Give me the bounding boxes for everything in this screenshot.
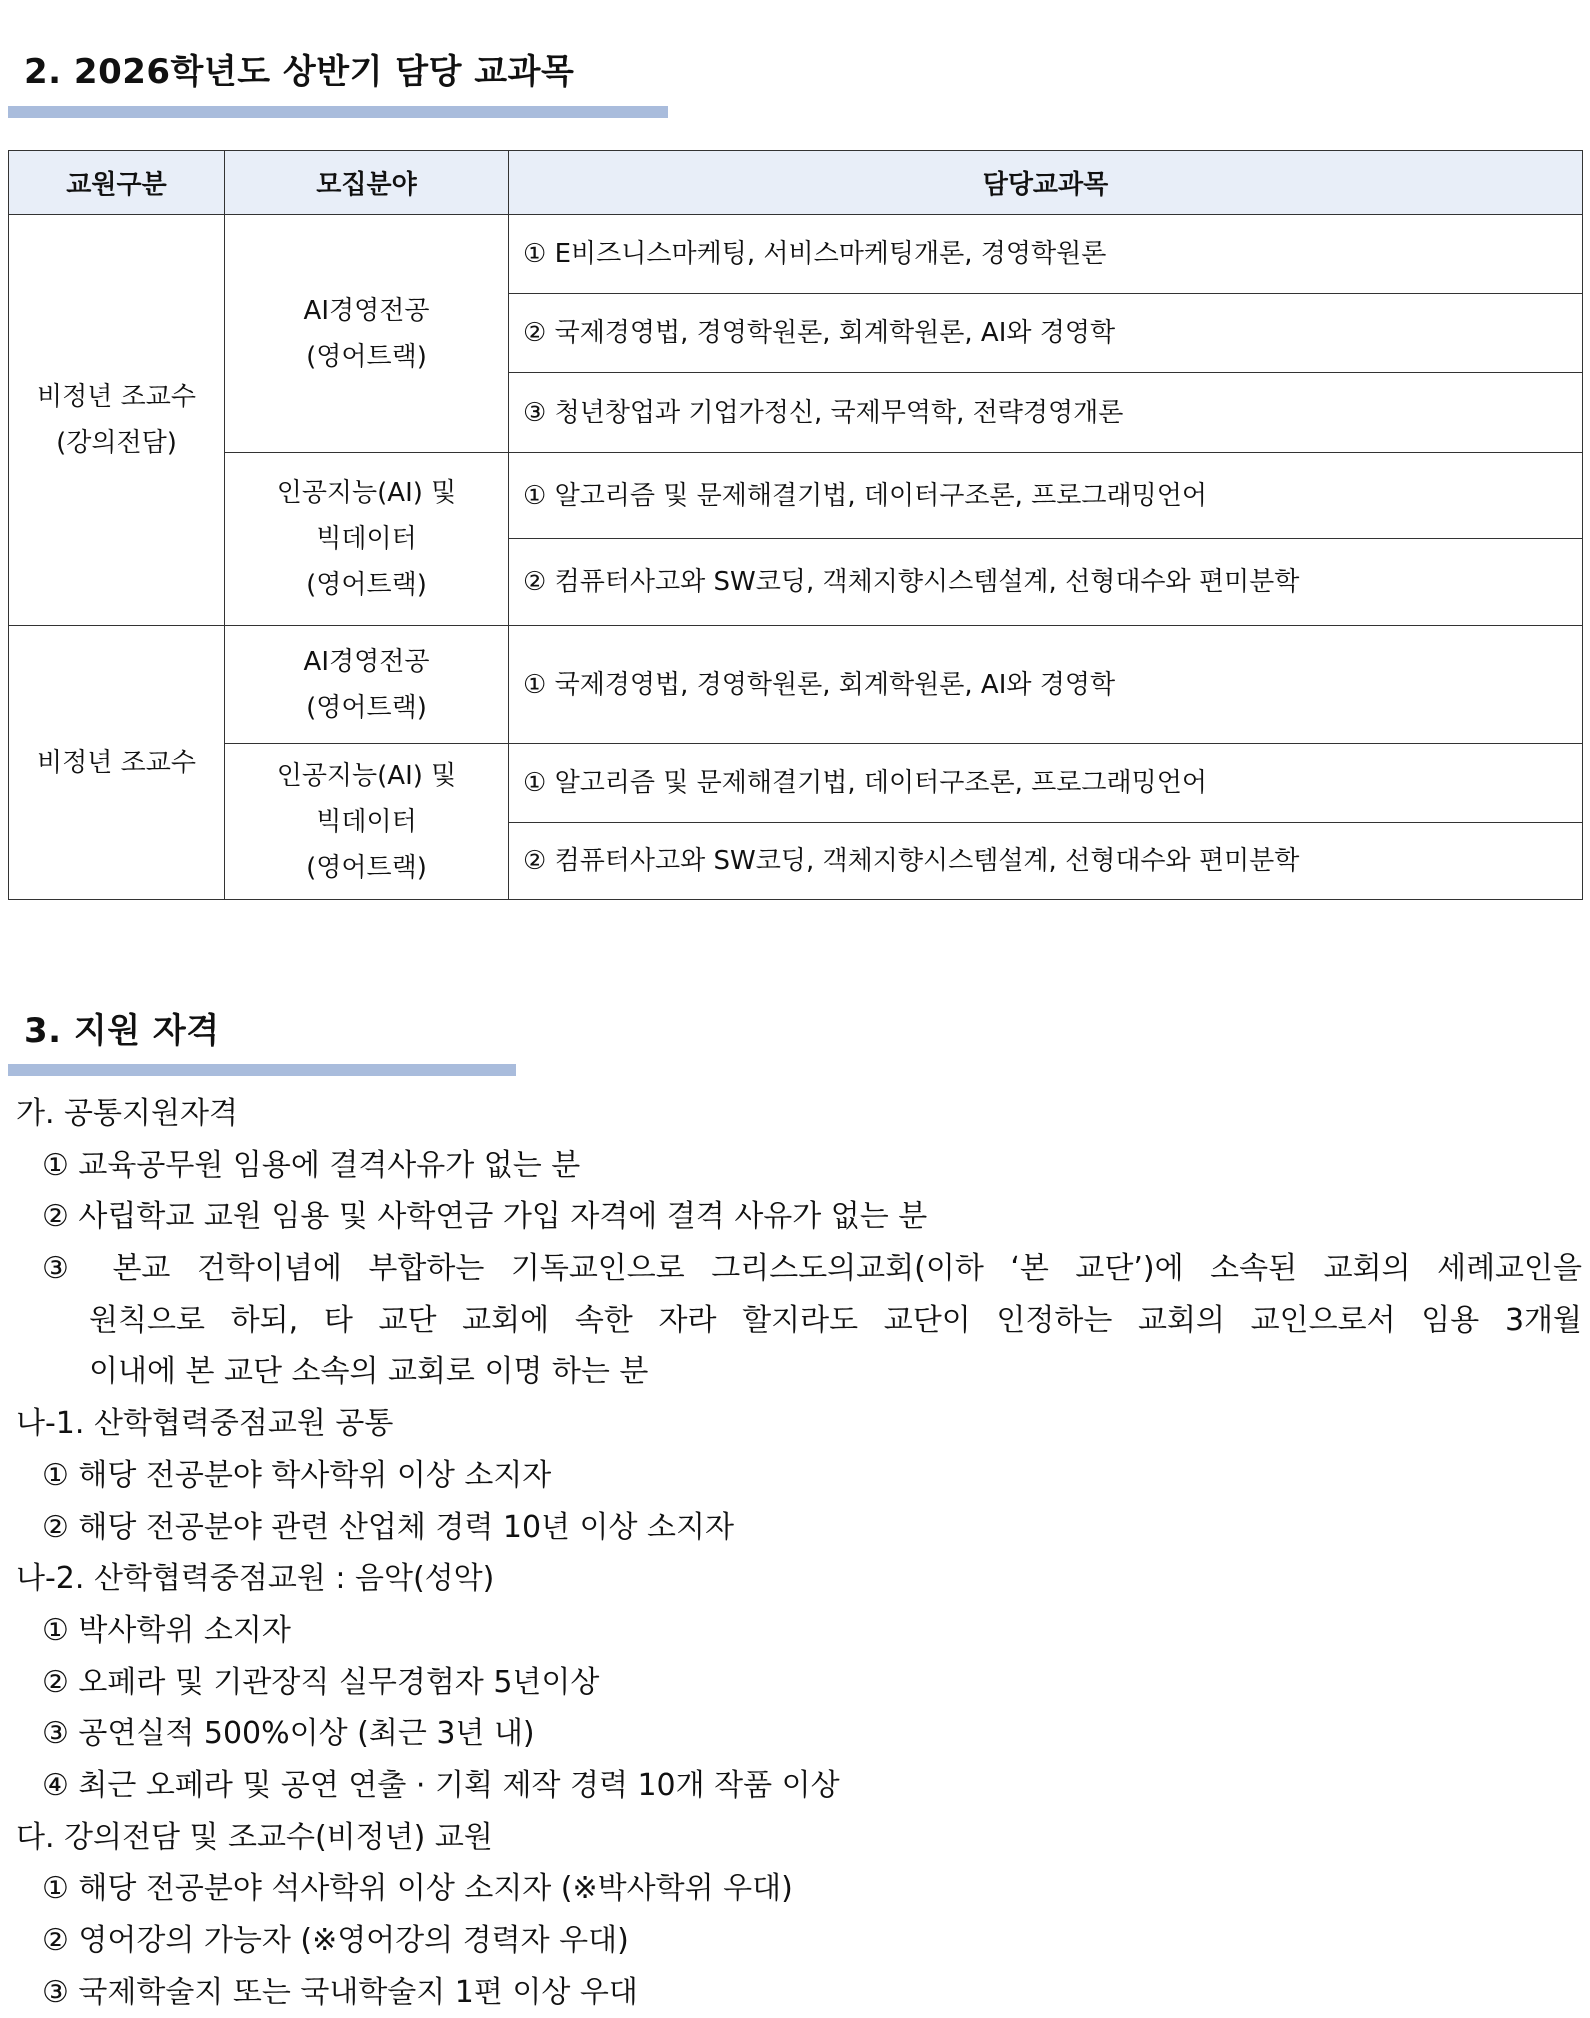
faculty-type-line: (강의전담) (56, 428, 177, 458)
header-faculty-type: 교원구분 (9, 151, 225, 215)
recruit-field-line: AI경영전공 (303, 646, 430, 677)
recruit-field-line: 인공지능(AI) 및 (276, 760, 457, 791)
faculty-type-cell (9, 215, 225, 626)
table-row (9, 744, 1583, 823)
header-subjects: 담당교과목 (509, 151, 1583, 215)
recruit-field-line: AI경영전공 (303, 295, 430, 326)
header-recruit-field: 모집분야 (225, 151, 509, 215)
section-2-underline (8, 106, 668, 118)
subject-cell: ① 알고리즘 및 문제해결기법, 데이터구조론, 프로그래밍언어 (509, 453, 1583, 539)
qualification-item: ① 교육공무원 임용에 결격사유가 없는 분 (42, 1147, 581, 1183)
subject-cell: ③ 청년창업과 기업가정신, 국제무역학, 전략경영개론 (509, 373, 1583, 453)
subject-cell: ② 컴퓨터사고와 SW코딩, 객체지향시스템설계, 선형대수와 편미분학 (509, 823, 1583, 900)
faculty-type-line: 비정년 조교수 (37, 382, 196, 412)
qualification-item: ① 박사학위 소지자 (42, 1612, 291, 1648)
qualification-list (16, 1088, 1582, 2018)
subject-cell: ② 컴퓨터사고와 SW코딩, 객체지향시스템설계, 선형대수와 편미분학 (509, 539, 1583, 626)
section-3-heading: 3. 지원 자격 (24, 1011, 220, 1051)
recruit-field-line: 빅데이터 (316, 806, 417, 837)
recruit-field-line: (영어트랙) (306, 570, 427, 600)
section-2-heading: 2. 2026학년도 상반기 담당 교과목 (24, 52, 575, 92)
qualification-item-continued: 원칙으로 하되, 타 교단 교회에 속한 자라 할지라도 교단이 인정하는 교회의 교인으로서 임용 3개월 (89, 1302, 1582, 1338)
qualification-item: ① 해당 전공분야 학사학위 이상 소지자 (42, 1457, 552, 1493)
table-row (9, 453, 1583, 539)
table-row (9, 626, 1583, 744)
recruit-field-line: 빅데이터 (316, 524, 417, 554)
recruit-field-cell (225, 744, 509, 900)
recruit-field-line: (영어트랙) (306, 692, 427, 723)
qualification-heading: 나-1. 산학협력중점교원 공통 (16, 1406, 394, 1442)
faculty-type-line: 비정년 조교수 (37, 747, 196, 778)
qualification-heading: 나-2. 산학협력중점교원 : 음악(성악) (16, 1561, 495, 1597)
section-3-underline (8, 1064, 516, 1076)
qualification-item: ③ 본교 건학이념에 부합하는 기독교인으로 그리스도의교회(이하 ‘본 교단’)에 소속된 교회의 세례교인을 (42, 1251, 1582, 1287)
recruit-field-line: (영어트랙) (306, 852, 427, 883)
qualification-item-continued: 이내에 본 교단 소속의 교회로 이명 하는 분 (89, 1354, 649, 1390)
course-table (8, 150, 1583, 900)
qualification-item: ② 해당 전공분야 관련 산업체 경력 10년 이상 소지자 (42, 1509, 734, 1545)
faculty-type-cell (9, 626, 225, 900)
qualification-item: ② 오페라 및 기관장직 실무경험자 5년이상 (42, 1664, 600, 1700)
table-row (9, 215, 1583, 294)
subject-cell: ② 국제경영법, 경영학원론, 회계학원론, AI와 경영학 (509, 294, 1583, 373)
qualification-heading: 가. 공통지원자격 (16, 1096, 238, 1131)
qualification-item: ③ 국제학술지 또는 국내학술지 1편 이상 우대 (42, 1974, 638, 2010)
recruit-field-cell (225, 215, 509, 453)
qualification-item: ④ 최근 오페라 및 공연 연출 · 기획 제작 경력 10개 작품 이상 (42, 1767, 840, 1803)
recruit-field-cell (225, 626, 509, 744)
qualification-heading: 다. 강의전담 및 조교수(비정년) 교원 (16, 1819, 493, 1855)
table-header-row (9, 151, 1583, 215)
recruit-field-cell (225, 453, 509, 626)
qualification-item: ③ 공연실적 500%이상 (최근 3년 내) (42, 1716, 535, 1752)
qualification-item: ① 해당 전공분야 석사학위 이상 소지자 (※박사학위 우대) (42, 1871, 793, 1907)
subject-cell: ① E비즈니스마케팅, 서비스마케팅개론, 경영학원론 (509, 215, 1583, 294)
recruit-field-line: (영어트랙) (306, 341, 427, 372)
subject-cell: ① 국제경영법, 경영학원론, 회계학원론, AI와 경영학 (509, 626, 1583, 744)
qualification-item: ② 사립학교 교원 임용 및 사학연금 가입 자격에 결격 사유가 없는 분 (42, 1199, 928, 1235)
qualification-item: ② 영어강의 가능자 (※영어강의 경력자 우대) (42, 1923, 629, 1958)
recruit-field-line: 인공지능(AI) 및 (276, 478, 457, 508)
subject-cell: ① 알고리즘 및 문제해결기법, 데이터구조론, 프로그래밍언어 (509, 744, 1583, 823)
